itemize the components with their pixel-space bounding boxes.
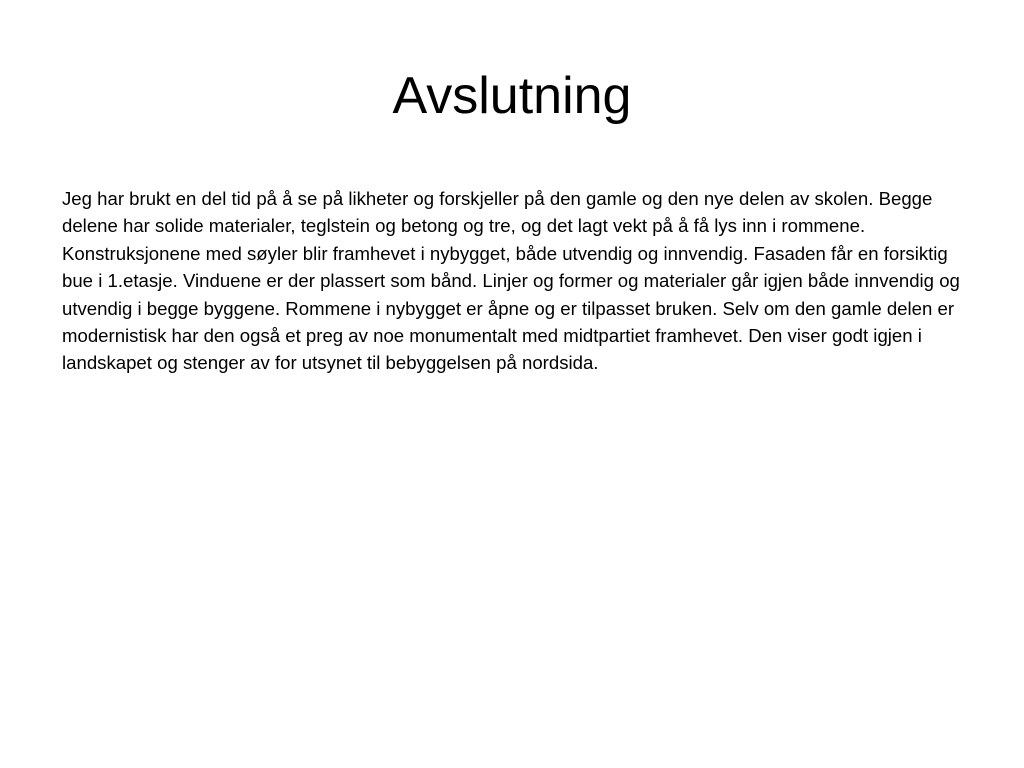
slide-title: Avslutning [392,67,632,125]
slide-body-text: Jeg har brukt en del tid på å se på likheter og forskjeller på den gamle og den nye delen av skolen. Begge delene har solide materialer, teglstein og betong og tre, og det lagt vekt på å få lys inn i rommene. Konstruksjonene med søyler blir framhevet i nybygget, både utvendig og innvendig. Fasaden får en forsiktig bue i 1.etasje. Vinduene er der plassert som bånd. Linjer og former og materialer går igjen både innvendig og utvendig i begge byggene. Rommene i nybygget er åpne og er tilpasset bruken. Selv om den gamle delen er modernistisk har den også et preg av noe monumentalt med midtpartiet framhevet. Den viser godt igjen i landskapet og stenger av for utsynet til bebyggelsen på nordsida. [62,188,960,374]
